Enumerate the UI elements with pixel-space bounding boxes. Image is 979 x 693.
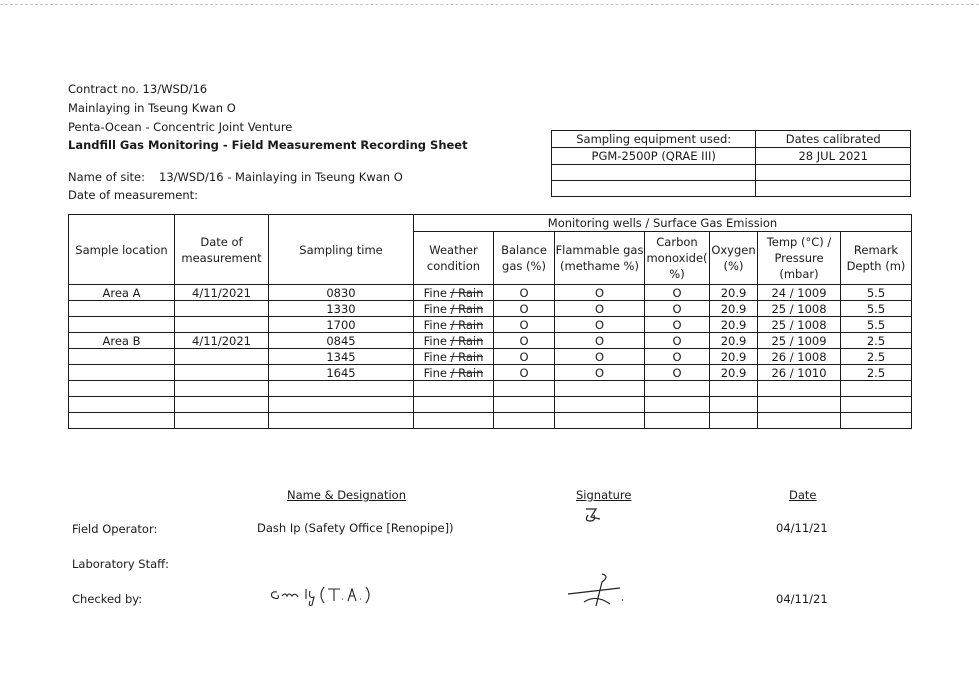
calibration-date: 28 JUL 2021: [756, 148, 911, 165]
checked-by-name-handwritten: [268, 583, 386, 607]
cell-time: 1345: [269, 349, 414, 365]
name-designation-header: Name & Designation: [287, 488, 406, 502]
cell-balance: O: [494, 317, 555, 333]
cell-weather: [414, 365, 494, 381]
cell-temp: 25 / 1009: [758, 333, 841, 349]
cell-time: 1330: [269, 301, 414, 317]
weather-value: Fine / Rain: [423, 285, 484, 300]
contract-number: Contract no. 13/WSD/16: [68, 82, 208, 96]
project-name: Mainlaying in Tseung Kwan O: [68, 101, 236, 115]
cell-temp: 26 / 1010: [758, 365, 841, 381]
equipment-blank-cell: [552, 165, 756, 181]
cell-weather: [414, 301, 494, 317]
weather-value: Fine / Rain: [423, 301, 484, 316]
cell-temp: 25 / 1008: [758, 317, 841, 333]
cell-time: 0845: [269, 333, 414, 349]
table-row: [69, 285, 912, 301]
col-header-oxygen: Oxygen (%): [710, 232, 758, 285]
date-of-measurement-label: Date of measurement:: [68, 188, 198, 202]
cell-flammable: O: [555, 285, 645, 301]
cell-remark: 5.5: [841, 285, 912, 301]
equipment-blank-cell: [756, 165, 911, 181]
col-header-temp-pressure: Temp (°C) / Pressure (mbar): [758, 232, 841, 285]
cell-remark: 5.5: [841, 317, 912, 333]
field-operator-name: Dash Ip (Safety Office [Renopipe]): [257, 521, 454, 535]
cell-location: Area B: [69, 333, 175, 349]
weather-value: Fine / Rain: [423, 333, 484, 348]
measurement-table: [68, 214, 912, 429]
col-header-remark-depth: Remark Depth (m): [841, 232, 912, 285]
cell-remark: 2.5: [841, 365, 912, 381]
col-header-carbon-monoxide: Carbon monoxide( %): [645, 232, 710, 285]
col-header-balance-gas: Balance gas (%): [494, 232, 555, 285]
cell-co: O: [645, 349, 710, 365]
cell-balance: O: [494, 365, 555, 381]
col-header-sample-location: Sample location: [69, 215, 175, 285]
field-operator-signature: [582, 505, 604, 525]
checked-by-date: 04/11/21: [776, 592, 828, 606]
sheet-title: Landfill Gas Monitoring - Field Measurement Recording Sheet: [68, 138, 468, 152]
cell-date: [175, 349, 269, 365]
cell-oxygen: 20.9: [710, 285, 758, 301]
laboratory-staff-label: Laboratory Staff:: [72, 557, 169, 571]
weather-value: Fine / Rain: [423, 349, 484, 364]
cell-time: 1645: [269, 365, 414, 381]
weather-value: Fine / Rain: [423, 317, 484, 332]
cell-time: 1700: [269, 317, 414, 333]
field-operator-label: Field Operator:: [72, 522, 158, 536]
table-row: [69, 365, 912, 381]
cell-date: [175, 301, 269, 317]
cell-balance: O: [494, 285, 555, 301]
site-label: Name of site:: [68, 170, 145, 184]
cell-location: [69, 317, 175, 333]
table-row: [69, 301, 912, 317]
table-row: [69, 349, 912, 365]
field-operator-date: 04/11/21: [776, 521, 828, 535]
cell-temp: 26 / 1008: [758, 349, 841, 365]
col-header-flammable-gas: Flammable gas (methame %): [555, 232, 645, 285]
cell-co: O: [645, 301, 710, 317]
empty-row: [69, 413, 912, 429]
cell-time: 0830: [269, 285, 414, 301]
cell-balance: O: [494, 349, 555, 365]
cell-remark: 2.5: [841, 349, 912, 365]
date-header: Date: [789, 488, 817, 502]
equipment-header: Sampling equipment used:: [552, 131, 756, 148]
group-header-monitoring-wells: Monitoring wells / Surface Gas Emission: [414, 215, 912, 232]
cell-weather: [414, 333, 494, 349]
cell-weather: [414, 349, 494, 365]
empty-row: [69, 397, 912, 413]
cell-oxygen: 20.9: [710, 349, 758, 365]
cell-oxygen: 20.9: [710, 317, 758, 333]
cell-date: 4/11/2021: [175, 333, 269, 349]
cell-weather: [414, 285, 494, 301]
empty-row: [69, 381, 912, 397]
cell-flammable: O: [555, 333, 645, 349]
cell-flammable: O: [555, 349, 645, 365]
table-row: [69, 333, 912, 349]
cell-date: [175, 365, 269, 381]
cell-co: O: [645, 317, 710, 333]
scan-edge-line: [0, 4, 979, 5]
cell-remark: 2.5: [841, 333, 912, 349]
cell-remark: 5.5: [841, 301, 912, 317]
weather-value: Fine / Rain: [423, 365, 484, 380]
cell-location: [69, 301, 175, 317]
cell-date: [175, 317, 269, 333]
cell-flammable: O: [555, 365, 645, 381]
col-header-sampling-time: Sampling time: [269, 215, 414, 285]
col-header-date: Date of measurement: [175, 215, 269, 285]
equipment-blank-cell: [756, 181, 911, 197]
cell-temp: 25 / 1008: [758, 301, 841, 317]
calibration-header: Dates calibrated: [756, 131, 911, 148]
cell-co: O: [645, 285, 710, 301]
cell-date: 4/11/2021: [175, 285, 269, 301]
equipment-blank-cell: [552, 181, 756, 197]
cell-oxygen: 20.9: [710, 301, 758, 317]
cell-oxygen: 20.9: [710, 365, 758, 381]
cell-weather: [414, 317, 494, 333]
table-row: [69, 317, 912, 333]
checked-by-label: Checked by:: [72, 592, 143, 606]
site-value: 13/WSD/16 - Mainlaying in Tseung Kwan O: [159, 170, 403, 184]
cell-flammable: O: [555, 301, 645, 317]
cell-co: O: [645, 333, 710, 349]
cell-balance: O: [494, 333, 555, 349]
equipment-value: PGM-2500P (QRAE III): [552, 148, 756, 165]
cell-co: O: [645, 365, 710, 381]
cell-flammable: O: [555, 317, 645, 333]
equipment-table: [551, 130, 911, 197]
cell-temp: 24 / 1009: [758, 285, 841, 301]
cell-location: Area A: [69, 285, 175, 301]
cell-location: [69, 365, 175, 381]
contractor-name: Penta-Ocean - Concentric Joint Venture: [68, 120, 293, 134]
signature-header: Signature: [576, 488, 632, 502]
checked-by-signature: [566, 572, 628, 608]
cell-location: [69, 349, 175, 365]
cell-oxygen: 20.9: [710, 333, 758, 349]
cell-balance: O: [494, 301, 555, 317]
col-header-weather: Weather condition: [414, 232, 494, 285]
